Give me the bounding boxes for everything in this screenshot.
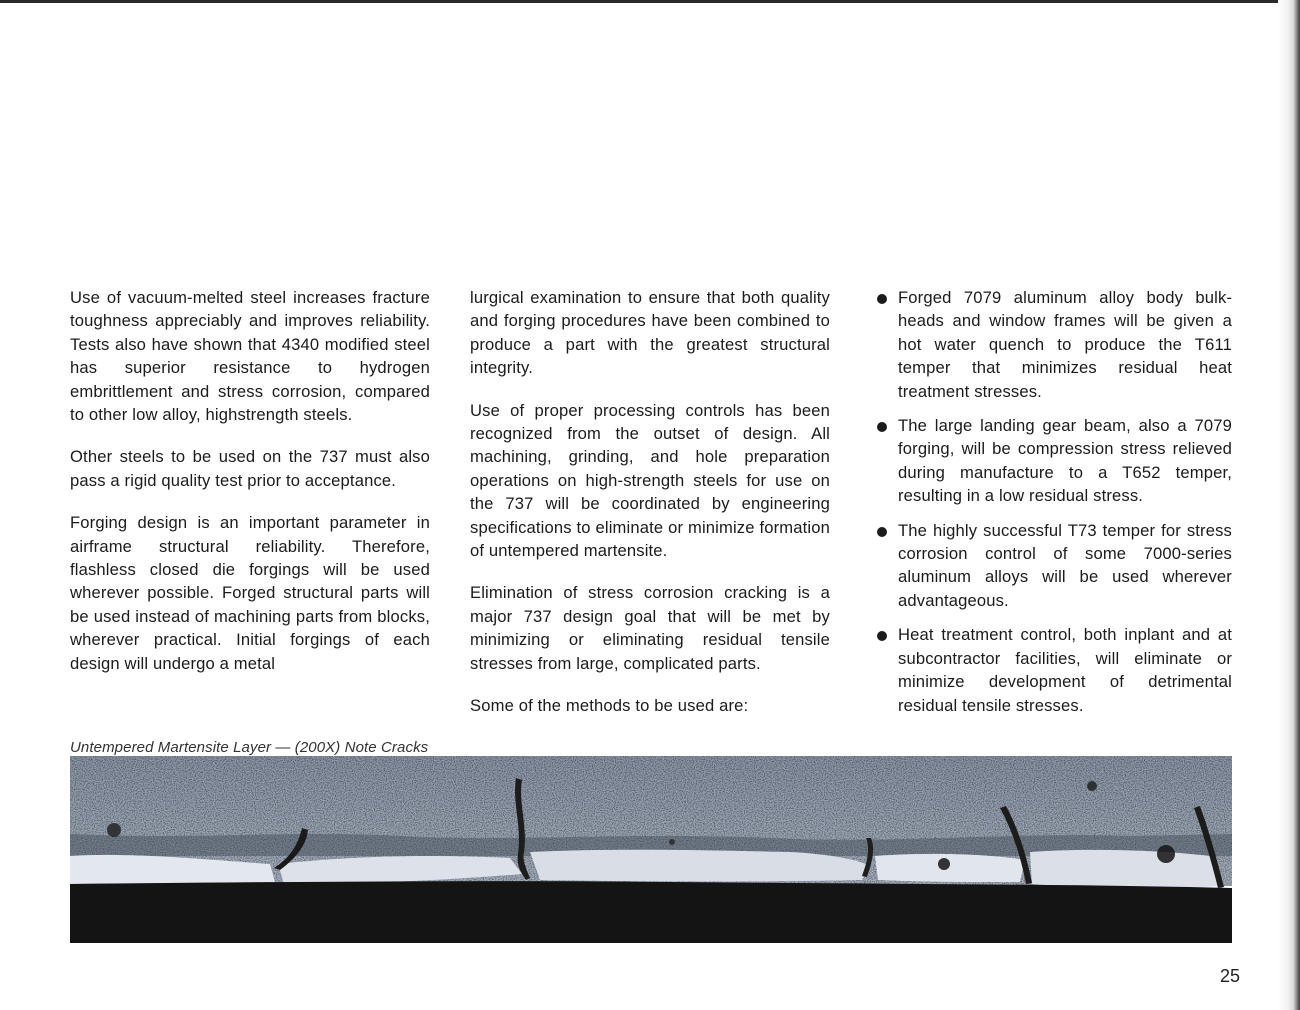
text-column-2 <box>470 286 830 737</box>
page-number: 25 <box>1220 966 1241 986</box>
bullet-icon <box>877 527 887 537</box>
list-item-text: The large landing gear beam, also a 7079 forging, will be compression stress relieved during manufacture to a T652 temper, resulting in a low residual stress. <box>898 416 1232 506</box>
page-top-edge <box>0 0 1300 3</box>
paragraph: Elimination of stress corrosion cracking is a major 737 design goal that will be met by minimizing or eliminating residual tensile stresses from large, complicated parts. <box>470 583 830 673</box>
list-item <box>872 414 1232 508</box>
martensite-segment <box>875 854 1025 882</box>
list-item-text: Heat treatment control, both inplant and at subcontractor facilities, will eliminate or minimize development of detrimental residual tensile stresses. <box>898 625 1232 715</box>
martensite-segment <box>530 850 870 882</box>
list-item-text: The highly successful T73 temper for stress corrosion control of some 7000-series aluminum alloys will be used wherever advantageous. <box>898 520 1232 610</box>
pit <box>1087 781 1097 791</box>
figure-caption: Untempered Martensite Layer — (200X) Note Cracks <box>70 739 429 756</box>
list-item <box>872 623 1232 717</box>
list-item-text: Forged 7079 aluminum alloy body bulkheads and window frames will be given a hot water quench to produce the T611 temper that minimizes residual heat treatment stresses. <box>898 288 1232 401</box>
pit <box>1157 845 1175 863</box>
paragraph: lurgical examination to ensure that both quality and forging procedures have been combined to produce a part with the greatest structural integrity. <box>470 288 830 378</box>
list-item <box>872 286 1232 403</box>
micrograph-photo <box>70 756 1232 943</box>
pit <box>938 858 950 870</box>
methods-list <box>872 286 1232 717</box>
pit <box>107 823 121 837</box>
bullet-icon <box>877 422 887 432</box>
martensite-segment <box>1030 850 1220 889</box>
paragraph: Other steels to be used on the 737 must also pass a rigid quality test prior to acceptance. <box>70 447 430 490</box>
page-binding-edge <box>1278 0 1300 1010</box>
bullet-icon <box>877 294 887 304</box>
paragraph: Forging design is an important parameter in airframe structural reliability. Therefore, flashless closed die forgings will be used wherever possible. Forged structural parts will be used instead of machining parts from blocks, wherever practical. Initial forgings of each design will undergo a metal <box>70 513 430 673</box>
bullet-icon <box>877 631 887 641</box>
mounting-base <box>70 881 1232 943</box>
paragraph: Use of proper processing controls has been recognized from the outset of design. All machining, grinding, and hole preparation operations on high-strength steels for use on the 737 will be coordinated by engineering specifications to eliminate or minimize formation of untempered martensite. <box>470 400 830 561</box>
list-item <box>872 519 1232 613</box>
paragraph: Some of the methods to be used are: <box>470 696 749 716</box>
paragraph: Use of vacuum-melted steel increases fracture toughness appreciably and improves reliability. Tests also have shown that 4340 modified steel has superior resistance to hydrogen embrittlement and stress corrosion, compared to other low alloy, highstrength steels. <box>70 288 430 425</box>
text-column-1 <box>70 286 430 694</box>
micrograph-image <box>70 756 1232 943</box>
pit <box>669 839 675 845</box>
text-column-3 <box>872 286 1232 728</box>
